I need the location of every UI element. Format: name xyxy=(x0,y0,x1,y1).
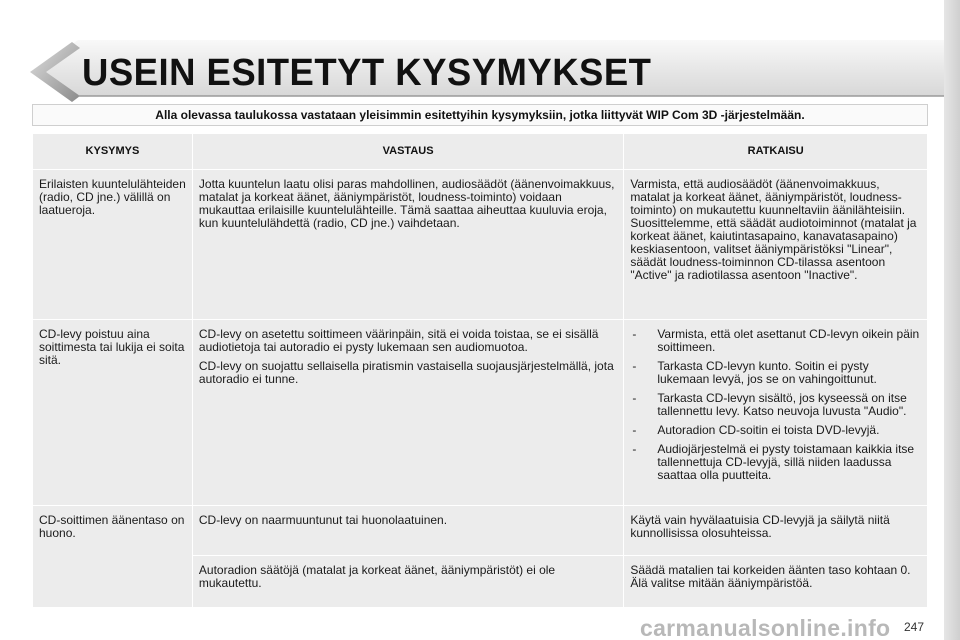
watermark: carmanualsonline.info xyxy=(640,615,891,640)
page-edge-strip xyxy=(944,0,960,640)
question-text: Erilaisten kuuntelulähteiden (radio, CD jne.) välillä on laatueroja. xyxy=(39,177,186,217)
solution-list-item: - Tarkasta CD-levyn sisältö, jos kyseessä on itse tallennettu levy. Katso neuvoja luvusta "Audio". xyxy=(630,392,921,418)
answer-cell xyxy=(192,506,623,556)
solution-list xyxy=(630,328,921,482)
solution-cell xyxy=(624,320,928,506)
solution-text: Säädä matalien tai korkeiden äänten taso kohtaan 0. Älä valitse mitään ääniympäristöä. xyxy=(630,563,911,590)
solution-cell xyxy=(624,556,928,608)
solution-text: Varmista, että audiosäädöt (äänenvoimakkuus, matalat ja korkeat äänet, ääniympäristöt, loudness-toiminto) on mukautettu kuunneltaviin äänilähteisiin. Suosittelemme, että säädät audiotoiminnot (matalat ja korkeat äänet, kaiutintasapaino, kanavatasapaino) keskiasentoon, valitset ääniympäristöksi "Linear", säädät loudness-toiminnon CD-tilassa asentoon "Active" ja radiotilassa asentoon "Inactive". xyxy=(630,177,917,282)
solution-list-item: - Autoradion CD-soitin ei toista DVD-levyjä. xyxy=(630,424,921,437)
answer-cell xyxy=(192,320,623,506)
answer-text: Jotta kuuntelun laatu olisi paras mahdollinen, audiosäädöt (äänenvoimakkuus, matalat ja korkeat äänet, ääniympäristöt, loudness-toiminto) voidaan mukauttaa erilaisille kuuntelulähteille. Tämä saattaa aiheuttaa kuuluvia eroja, kun kuuntelulähdettä (radio, CD jne.) vaihdetaan. xyxy=(198,177,615,230)
answer-text: CD-levy on asetettu soittimeen väärinpäin, sitä ei voida toistaa, se ei sisällä audiotietoja tai autoradio ei pysty lukemaan sen audiomuotoa. xyxy=(198,327,599,354)
column-header-question: KYSYMYS xyxy=(33,134,193,170)
column-header-solution: RATKAISU xyxy=(624,134,928,170)
answer-cell xyxy=(192,170,623,320)
table-row xyxy=(33,320,928,506)
solution-list-item: - Tarkasta CD-levyn kunto. Soitin ei pysty lukemaan levyä, jos se on vahingoittunut. xyxy=(630,360,921,386)
question-text: CD-soittimen äänentaso on huono. xyxy=(39,513,185,540)
page-header xyxy=(0,38,944,104)
question-cell xyxy=(33,320,193,506)
solution-list-item: - Audiojärjestelmä ei pysty toistamaan kaikkia itse tallennettuja CD-levyjä, sillä niiden laadussa saattaa olla puutteita. xyxy=(630,443,921,482)
solution-cell xyxy=(624,506,928,556)
page-number: 247 xyxy=(904,620,925,634)
faq-table xyxy=(32,133,928,608)
table-header-row xyxy=(33,134,928,170)
answer-cell xyxy=(192,556,623,608)
intro-caption: Alla olevassa taulukossa vastataan yleisimmin esitettyihin kysymyksiin, jotka liittyvät WIP Com 3D -järjestelmään. xyxy=(32,104,928,126)
table-row xyxy=(33,506,928,556)
solution-list-item: - Varmista, että olet asettanut CD-levyn oikein päin soittimeen. xyxy=(630,328,921,354)
question-text: CD-levy poistuu aina soittimesta tai lukija ei soita sitä. xyxy=(39,327,185,367)
answer-text: Autoradion säätöjä (matalat ja korkeat äänet, ääniympäristöt) ei ole mukautettu. xyxy=(198,563,556,590)
solution-cell xyxy=(624,170,928,320)
answer-text: CD-levy on suojattu sellaisella piratismin vastaisella suojausjärjestelmällä, jota autoradio ei tunne. xyxy=(198,359,614,386)
solution-text: Käytä vain hyvälaatuisia CD-levyjä ja säilytä niitä kunnollisissa olosuhteissa. xyxy=(630,513,890,540)
question-cell xyxy=(33,506,193,608)
question-cell xyxy=(33,170,193,320)
table-row xyxy=(33,170,928,320)
column-header-answer: VASTAUS xyxy=(192,134,623,170)
page-title: USEIN ESITETYT KYSYMYKSET xyxy=(82,52,652,94)
answer-text: CD-levy on naarmuuntunut tai huonolaatuinen. xyxy=(198,513,448,527)
